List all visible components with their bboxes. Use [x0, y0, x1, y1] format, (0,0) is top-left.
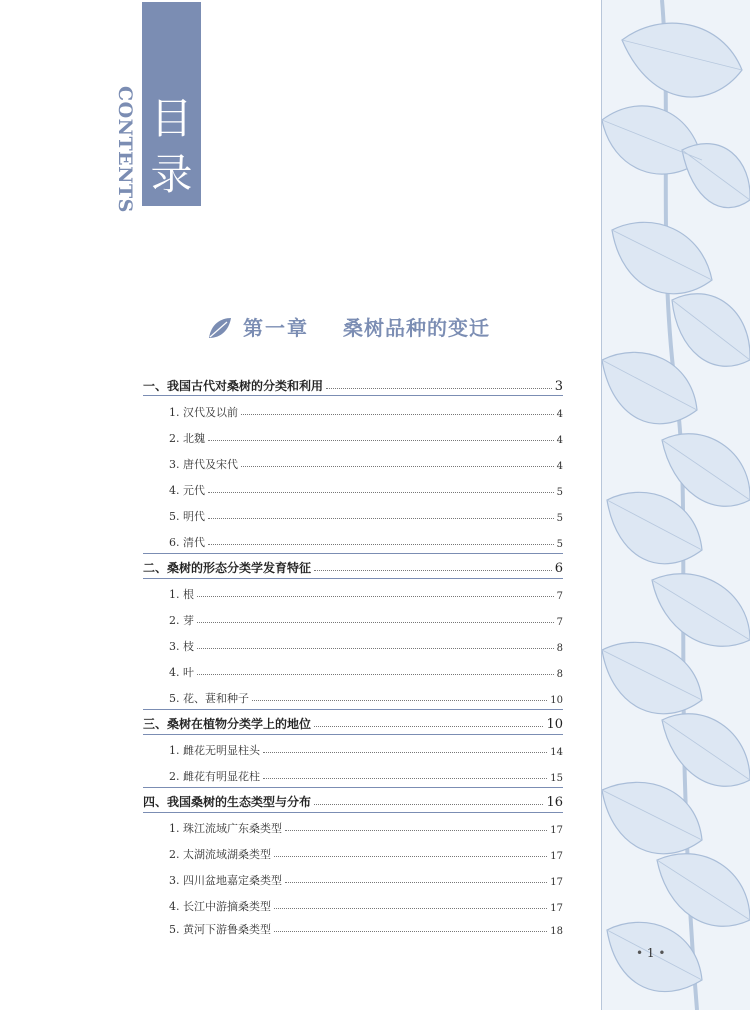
toc-section-2[interactable]	[143, 556, 563, 576]
bullet-right: •	[658, 946, 666, 960]
dot-leader	[197, 648, 554, 649]
item-page: 17	[550, 825, 563, 836]
section-page: 6	[554, 561, 563, 576]
chapter-heading	[0, 313, 600, 343]
item-page: 17	[550, 903, 563, 914]
item-page: 4	[556, 461, 563, 472]
item-page: 18	[550, 926, 563, 937]
section-page: 10	[546, 717, 563, 732]
leaf-illustration-panel	[602, 0, 750, 1010]
item-page: 4	[556, 409, 563, 420]
toc-item[interactable]	[169, 660, 563, 680]
toc-item[interactable]	[169, 738, 563, 758]
dot-leader	[197, 596, 554, 597]
dot-leader	[208, 440, 554, 441]
toc-item[interactable]	[169, 816, 563, 836]
section-divider	[143, 709, 563, 710]
dot-leader	[326, 388, 552, 389]
dot-leader	[208, 518, 554, 519]
toc-item[interactable]	[169, 686, 563, 706]
toc-item[interactable]	[169, 504, 563, 524]
page-number-value: 1	[646, 946, 655, 960]
dot-leader	[241, 466, 554, 467]
toc-item[interactable]	[169, 634, 563, 654]
item-page: 8	[556, 643, 563, 654]
title-badge	[142, 2, 201, 206]
section-divider	[143, 553, 563, 554]
dot-leader	[285, 830, 547, 831]
item-label: 2. 太湖流域湖桑类型	[169, 848, 271, 861]
item-label: 1. 汉代及以前	[169, 406, 238, 419]
dot-leader	[208, 492, 554, 493]
dot-leader	[274, 908, 547, 909]
item-label: 2. 芽	[169, 614, 194, 627]
section-divider	[143, 395, 563, 396]
toc-item[interactable]	[169, 868, 563, 888]
title-char-2: 录	[150, 150, 193, 199]
contents-text: CONTENTS	[114, 86, 136, 213]
section-title: 二、桑树的形态分类学发育特征	[143, 561, 312, 575]
toc-section-4[interactable]	[143, 790, 563, 810]
item-page: 17	[550, 851, 563, 862]
section-title: 四、我国桑树的生态类型与分布	[143, 795, 312, 809]
dot-leader	[263, 752, 547, 753]
section-divider	[143, 578, 563, 579]
item-page: 7	[556, 617, 563, 628]
contents-label	[102, 86, 142, 218]
toc-item[interactable]	[169, 582, 563, 602]
chapter-number: 第一章	[243, 316, 309, 340]
toc-section-3[interactable]	[143, 712, 563, 732]
dot-leader	[208, 544, 554, 545]
dot-leader	[314, 726, 543, 727]
item-label: 4. 元代	[169, 484, 205, 497]
item-page: 17	[550, 877, 563, 888]
item-label: 5. 明代	[169, 510, 205, 523]
item-page: 4	[556, 435, 563, 446]
item-label: 2. 北魏	[169, 432, 205, 445]
dot-leader	[274, 931, 547, 932]
item-label: 1. 根	[169, 588, 194, 601]
toc-item[interactable]	[169, 426, 563, 446]
toc-item[interactable]	[169, 400, 563, 420]
bullet-left: •	[636, 946, 644, 960]
dot-leader	[252, 700, 547, 701]
title-char-1: 目	[150, 94, 193, 143]
toc-item[interactable]	[169, 917, 563, 937]
item-label: 5. 黄河下游鲁桑类型	[169, 923, 271, 936]
dot-leader	[263, 778, 547, 779]
item-page: 15	[550, 773, 563, 784]
toc-item[interactable]	[169, 842, 563, 862]
item-label: 3. 枝	[169, 640, 194, 653]
dot-leader	[274, 856, 547, 857]
item-label: 1. 珠江流域广东桑类型	[169, 822, 282, 835]
leaf-icon	[207, 316, 233, 340]
dot-leader	[197, 622, 554, 623]
item-page: 7	[556, 591, 563, 602]
item-page: 5	[556, 487, 563, 498]
item-label: 6. 清代	[169, 536, 205, 549]
toc-item[interactable]	[169, 764, 563, 784]
item-label: 2. 雌花有明显花柱	[169, 770, 260, 783]
toc-item[interactable]	[169, 478, 563, 498]
item-page: 5	[556, 539, 563, 550]
item-label: 3. 唐代及宋代	[169, 458, 238, 471]
dot-leader	[197, 674, 554, 675]
section-divider	[143, 812, 563, 813]
toc-item[interactable]	[169, 452, 563, 472]
section-title: 三、桑树在植物分类学上的地位	[143, 717, 312, 731]
toc-item[interactable]	[169, 608, 563, 628]
item-page: 8	[556, 669, 563, 680]
toc-item[interactable]	[169, 530, 563, 550]
item-page: 5	[556, 513, 563, 524]
section-title: 一、我国古代对桑树的分类和利用	[143, 379, 324, 393]
dot-leader	[314, 804, 543, 805]
dot-leader	[314, 570, 552, 571]
item-page: 14	[550, 747, 563, 758]
item-label: 5. 花、葚和种子	[169, 692, 249, 705]
item-label: 4. 长江中游摘桑类型	[169, 900, 271, 913]
item-label: 3. 四川盆地嘉定桑类型	[169, 874, 282, 887]
dot-leader	[285, 882, 547, 883]
section-page: 16	[546, 795, 563, 810]
item-label: 4. 叶	[169, 666, 194, 679]
chapter-title: 桑树品种的变迁	[343, 316, 490, 340]
mulberry-leaves-illustration-icon	[602, 0, 750, 1010]
toc-item[interactable]	[169, 894, 563, 914]
section-divider	[143, 734, 563, 735]
toc-section-1[interactable]	[143, 374, 563, 394]
section-divider	[143, 787, 563, 788]
item-label: 1. 雌花无明显柱头	[169, 744, 260, 757]
item-page: 10	[550, 695, 563, 706]
page-number	[636, 946, 665, 960]
dot-leader	[241, 414, 554, 415]
section-page: 3	[554, 379, 563, 394]
